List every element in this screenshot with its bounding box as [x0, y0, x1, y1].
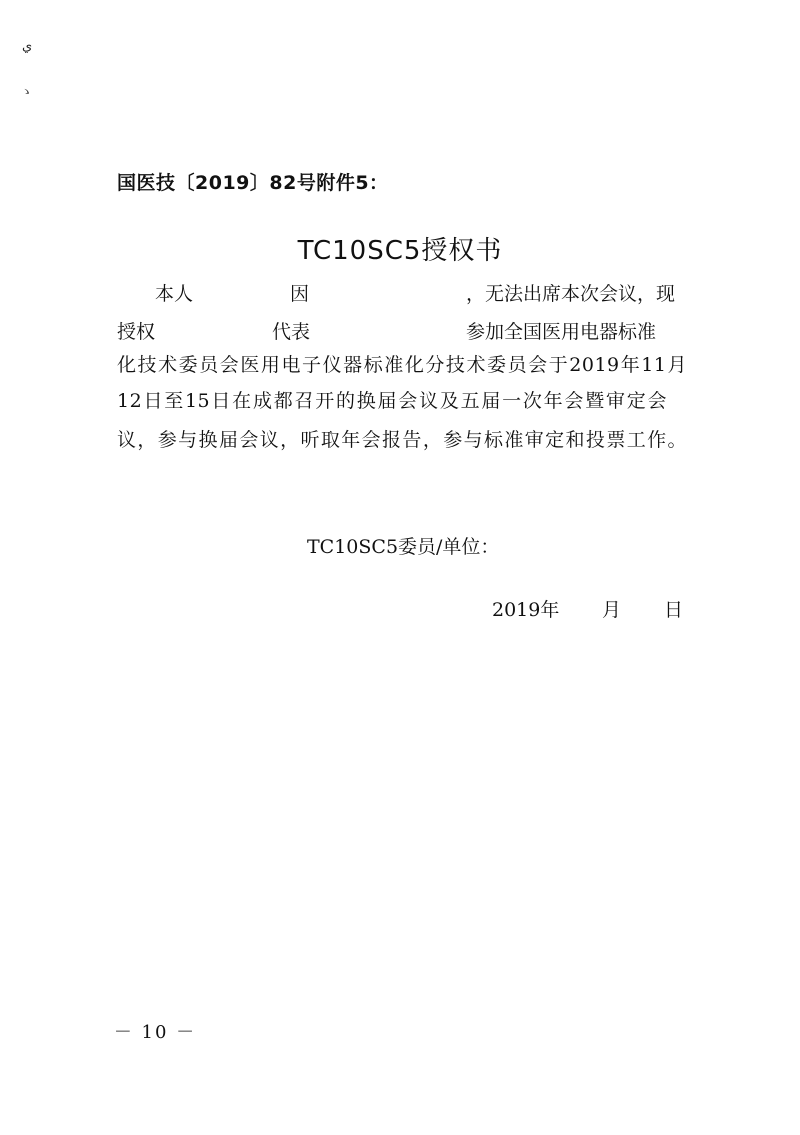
- body-line-5: 议，参与换届会议，听取年会报告，参与标准审定和投票工作。: [117, 429, 687, 451]
- body-line-4: 12日至15日在成都召开的换届会议及五届一次年会暨审定会: [117, 390, 667, 412]
- body-text: 授权: [117, 321, 156, 343]
- page-number: － 10 －: [113, 1022, 197, 1043]
- attachment-reference: 国医技〔2019〕82号附件5：: [117, 172, 389, 194]
- scan-mark: ゝ: [20, 85, 34, 100]
- body-line-1: [0, 279, 800, 305]
- committee-signature-label: TC10SC5委员/单位：: [307, 536, 500, 558]
- document-title: TC10SC5授权书: [297, 236, 503, 266]
- body-text: 因: [290, 283, 310, 305]
- signature-date: [492, 595, 682, 621]
- date-year: 2019年: [492, 599, 560, 621]
- scan-mark: ي: [22, 39, 33, 54]
- body-text: 参加全国医用电器标准: [466, 321, 657, 343]
- date-day: 日: [664, 599, 684, 621]
- body-text: ，无法出席本次会议，现: [466, 283, 676, 305]
- date-month: 月: [602, 599, 622, 621]
- body-line-3: 化技术委员会医用电子仪器标准化分技术委员会于2019年11月: [117, 354, 687, 376]
- body-text: 本人: [155, 283, 194, 305]
- body-line-2: [0, 317, 800, 343]
- body-text: 代表: [272, 321, 311, 343]
